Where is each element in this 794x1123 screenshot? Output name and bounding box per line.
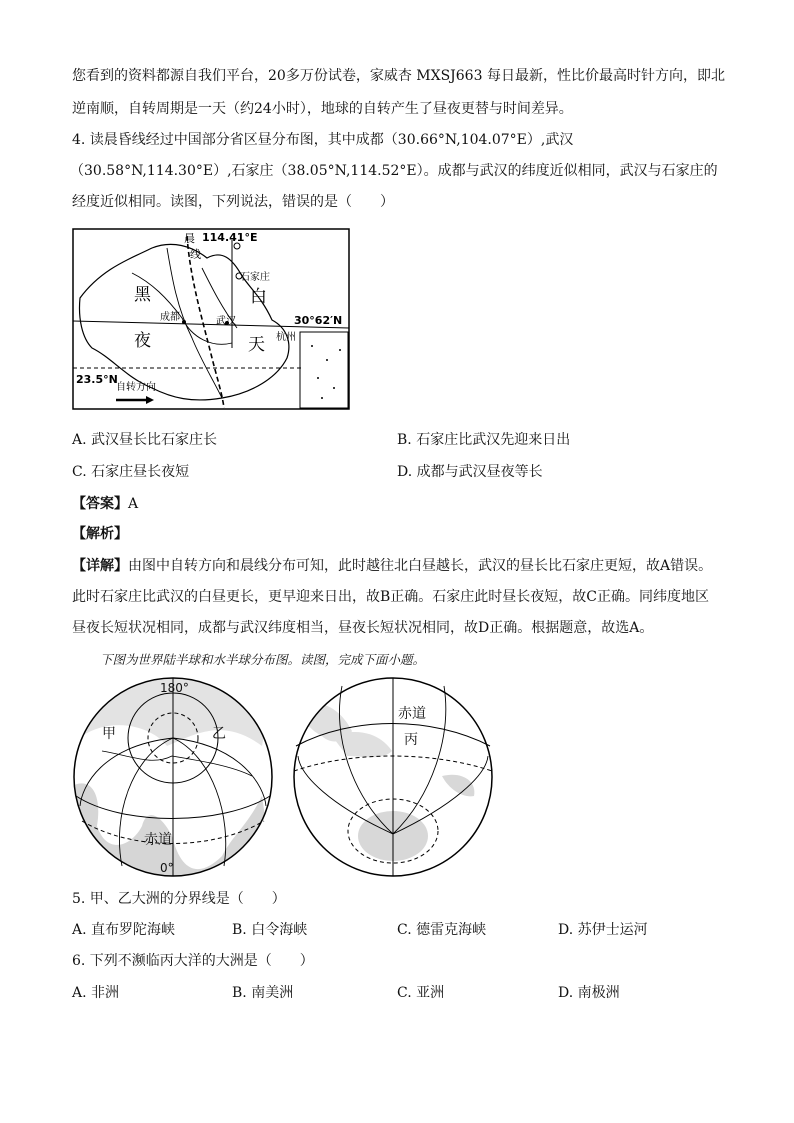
detail-line-1 — [72, 556, 712, 576]
q4-option-d[interactable]: D. 成都与武汉昼夜等长 — [397, 464, 543, 480]
hangzhou-label: 杭州 — [276, 332, 296, 343]
q4-option-a[interactable]: A. 武汉昼长比石家庄长 — [72, 432, 218, 448]
intro-line-2: 逆南顺，自转周期是一天（约24小时），地球的自转产生了昼夜更替与时间差异。 — [72, 101, 573, 117]
terminator-label-1: 晨 — [184, 232, 195, 245]
ye-label: 夜 — [134, 331, 151, 351]
globe-label-180: 180° — [160, 681, 189, 695]
q6-option-b[interactable]: B. 南美洲 — [232, 985, 294, 1001]
detail-line-3: 昼夜长短状况相同，成都与武汉纬度相当，昼夜长短状况相同，故D正确。根据题意，故选A。 — [72, 620, 654, 636]
answer-tag: 【答案】 — [72, 496, 128, 512]
globe-label-bing: 丙 — [404, 732, 418, 748]
globe-lead-text: 下图为世界陆半球和水半球分布图。读图，完成下面小题。 — [100, 652, 426, 667]
wuhan-label: 武汉 — [216, 316, 236, 327]
shijiazhuang-label: 石家庄 — [240, 272, 270, 283]
globe-label-yi: 乙 — [212, 726, 226, 742]
rotation-label: 自转方向 — [116, 382, 156, 393]
q5-stem: 5. 甲、乙大洲的分界线是（ ） — [72, 891, 286, 907]
tian-label: 天 — [248, 335, 265, 355]
q4-stem-line-1: 4. 读晨昏线经过中国部分省区昼分布图，其中成都（30.66°N,104.07°E）,武汉 — [72, 132, 574, 148]
longitude-label: 114.41°E — [202, 231, 258, 244]
chengdu-marker — [182, 320, 186, 324]
chengdu-label: 成都 — [160, 312, 180, 323]
tropic-label: 23.5°N — [76, 373, 118, 386]
q6-stem: 6. 下列不濒临丙大洋的大洲是（ ） — [72, 953, 314, 969]
detail-text-1: 由图中自转方向和晨线分布可知，此时越往北白昼越长，武汉的昼长比石家庄更短，故A错误。 — [128, 558, 713, 574]
q6-option-c[interactable]: C. 亚洲 — [397, 985, 445, 1001]
terminator-label-2: 线 — [190, 248, 201, 261]
globe-label-equator-right: 赤道 — [398, 706, 426, 722]
answer-line — [72, 494, 138, 514]
q4-option-c[interactable]: C. 石家庄昼长夜短 — [72, 464, 190, 480]
bai-label: 白 — [250, 287, 267, 307]
globe-label-0: 0° — [160, 861, 174, 875]
q4-option-b[interactable]: B. 石家庄比武汉先迎来日出 — [397, 432, 571, 448]
q5-option-b[interactable]: B. 白令海峡 — [232, 922, 308, 938]
q6-option-d[interactable]: D. 南极洲 — [558, 985, 620, 1001]
detail-line-2: 此时石家庄比武汉的白昼更长，更早迎来日出，故B正确。石家庄此时昼长夜短，故C正确。同纬度地区 — [72, 589, 709, 605]
q6-option-a[interactable]: A. 非洲 — [72, 985, 120, 1001]
q4-stem-line-2: （30.58°N,114.30°E）,石家庄（38.05°N,114.52°E）。成都与武汉的纬度近似相同，武汉与石家庄的 — [70, 163, 718, 179]
q5-option-d[interactable]: D. 苏伊士运河 — [558, 922, 648, 938]
detail-tag: 【详解】 — [72, 558, 128, 574]
intro-line-1: 您看到的资料都源自我们平台，20多万份试卷，家威杏 MXSJ663 每日最新，性比价最高时针方向，即北 — [72, 68, 725, 84]
q4-stem-line-3: 经度近似相同。读图，下列说法，错误的是（ ） — [72, 194, 394, 210]
land-hemisphere-globe — [72, 676, 274, 878]
q5-option-c[interactable]: C. 德雷克海峡 — [397, 922, 487, 938]
analysis-tag: 【解析】 — [72, 526, 128, 542]
globe-label-jia: 甲 — [102, 726, 116, 742]
water-hemisphere-globe — [292, 676, 494, 878]
globe-label-equator: 赤道 — [144, 832, 172, 848]
latitude-label: 30°62′N — [294, 314, 343, 327]
hei-label: 黑 — [134, 285, 151, 305]
answer-value: A — [128, 496, 139, 512]
china-day-night-map — [72, 228, 350, 410]
q5-option-a[interactable]: A. 直布罗陀海峡 — [72, 922, 176, 938]
